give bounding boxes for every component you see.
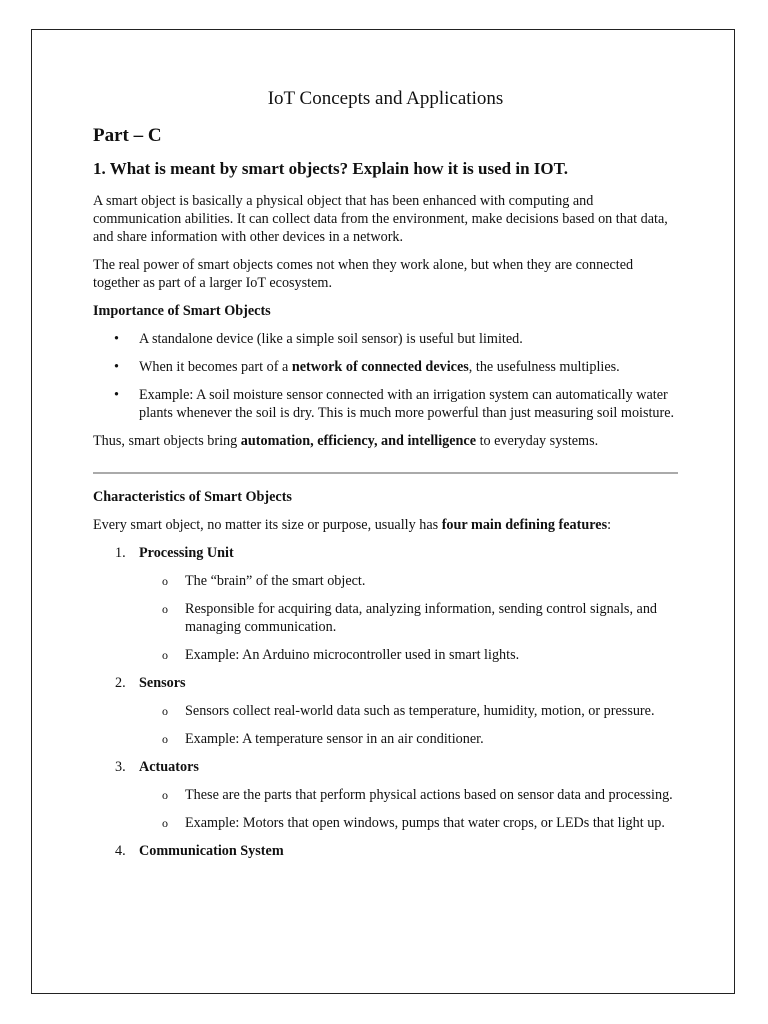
part-heading: Part – C <box>93 125 162 146</box>
conclusion-text: Thus, smart objects bring <box>93 433 241 449</box>
feature-points <box>139 786 678 832</box>
circle-bullet-icon: o <box>162 648 168 662</box>
feature-item <box>93 674 678 748</box>
feature-number: 4. <box>115 843 126 859</box>
list-item <box>93 330 678 348</box>
conclusion-bold-text: automation, efficiency, and intelligence <box>240 433 477 449</box>
bullet-icon: • <box>114 387 119 403</box>
circle-bullet-icon: o <box>162 704 168 718</box>
feature-point-text: Example: An Arduino microcontroller used in smart lights. <box>185 647 520 663</box>
section-divider <box>93 472 678 474</box>
feature-point <box>139 646 678 664</box>
document-title: IoT Concepts and Applications <box>267 88 504 109</box>
bullet-icon: • <box>114 359 119 375</box>
list-item-text: Example: A soil moisture sensor connected with an irrigation system can automatically water plants whenever the soil is dry. This is much more powerful than just measuring soil moisture. <box>139 387 675 421</box>
bullet-icon: • <box>114 331 119 347</box>
feature-name: Processing Unit <box>139 545 234 561</box>
feature-points <box>139 572 678 664</box>
intro-text: Every smart object, no matter its size or purpose, usually has <box>93 517 442 533</box>
feature-point <box>139 814 678 832</box>
intro-text: : <box>607 517 612 533</box>
feature-point-text: These are the parts that perform physical actions based on sensor data and processing. <box>185 787 673 803</box>
feature-point <box>139 730 678 748</box>
circle-bullet-icon: o <box>162 602 168 616</box>
feature-point-text: The “brain” of the smart object. <box>185 573 366 589</box>
list-item-bold-text: network of connected devices <box>291 359 469 375</box>
feature-point <box>139 572 678 590</box>
characteristics-heading: Characteristics of Smart Objects <box>93 489 292 505</box>
intro-paragraph-1: A smart object is basically a physical object that has been enhanced with computing and communication abilities. It can collect data from the environment, make decisions based on that data, and share information with other devices in a network. <box>93 193 668 245</box>
feature-name: Sensors <box>139 675 186 691</box>
feature-item <box>93 842 678 860</box>
feature-point-text: Responsible for acquiring data, analyzing information, sending control signals, and managing communication. <box>185 601 658 635</box>
feature-item <box>93 544 678 664</box>
feature-point <box>139 702 678 720</box>
importance-heading: Importance of Smart Objects <box>93 303 271 319</box>
feature-number: 3. <box>115 759 126 775</box>
document-body <box>93 86 678 870</box>
characteristics-intro <box>93 516 678 534</box>
list-item <box>93 386 678 422</box>
intro-bold-text: four main defining features <box>441 517 608 533</box>
question-heading: 1. What is meant by smart objects? Explain how it is used in IOT. <box>93 159 568 178</box>
feature-number: 2. <box>115 675 126 691</box>
feature-point-text: Example: A temperature sensor in an air conditioner. <box>185 731 484 747</box>
importance-list <box>93 330 678 422</box>
circle-bullet-icon: o <box>162 732 168 746</box>
feature-points <box>139 702 678 748</box>
feature-point <box>139 600 678 636</box>
feature-number: 1. <box>115 545 126 561</box>
feature-point-text: Example: Motors that open windows, pumps that water crops, or LEDs that light up. <box>185 815 665 831</box>
feature-point <box>139 786 678 804</box>
circle-bullet-icon: o <box>162 574 168 588</box>
feature-point-text: Sensors collect real-world data such as temperature, humidity, motion, or pressure. <box>185 703 655 719</box>
feature-name: Actuators <box>139 759 199 775</box>
list-item <box>93 358 678 376</box>
list-item-text: , the usefulness multiplies. <box>468 359 620 375</box>
features-list <box>93 544 678 860</box>
feature-item <box>93 758 678 832</box>
conclusion-text: to everyday systems. <box>476 433 599 449</box>
importance-conclusion <box>93 432 678 450</box>
intro-paragraph-2: The real power of smart objects comes not when they work alone, but when they are connected together as part of a larger IoT ecosystem. <box>93 257 634 291</box>
list-item-text: A standalone device (like a simple soil sensor) is useful but limited. <box>139 331 523 347</box>
feature-name: Communication System <box>139 843 284 859</box>
list-item-text: When it becomes part of a <box>139 359 292 375</box>
circle-bullet-icon: o <box>162 816 168 830</box>
circle-bullet-icon: o <box>162 788 168 802</box>
